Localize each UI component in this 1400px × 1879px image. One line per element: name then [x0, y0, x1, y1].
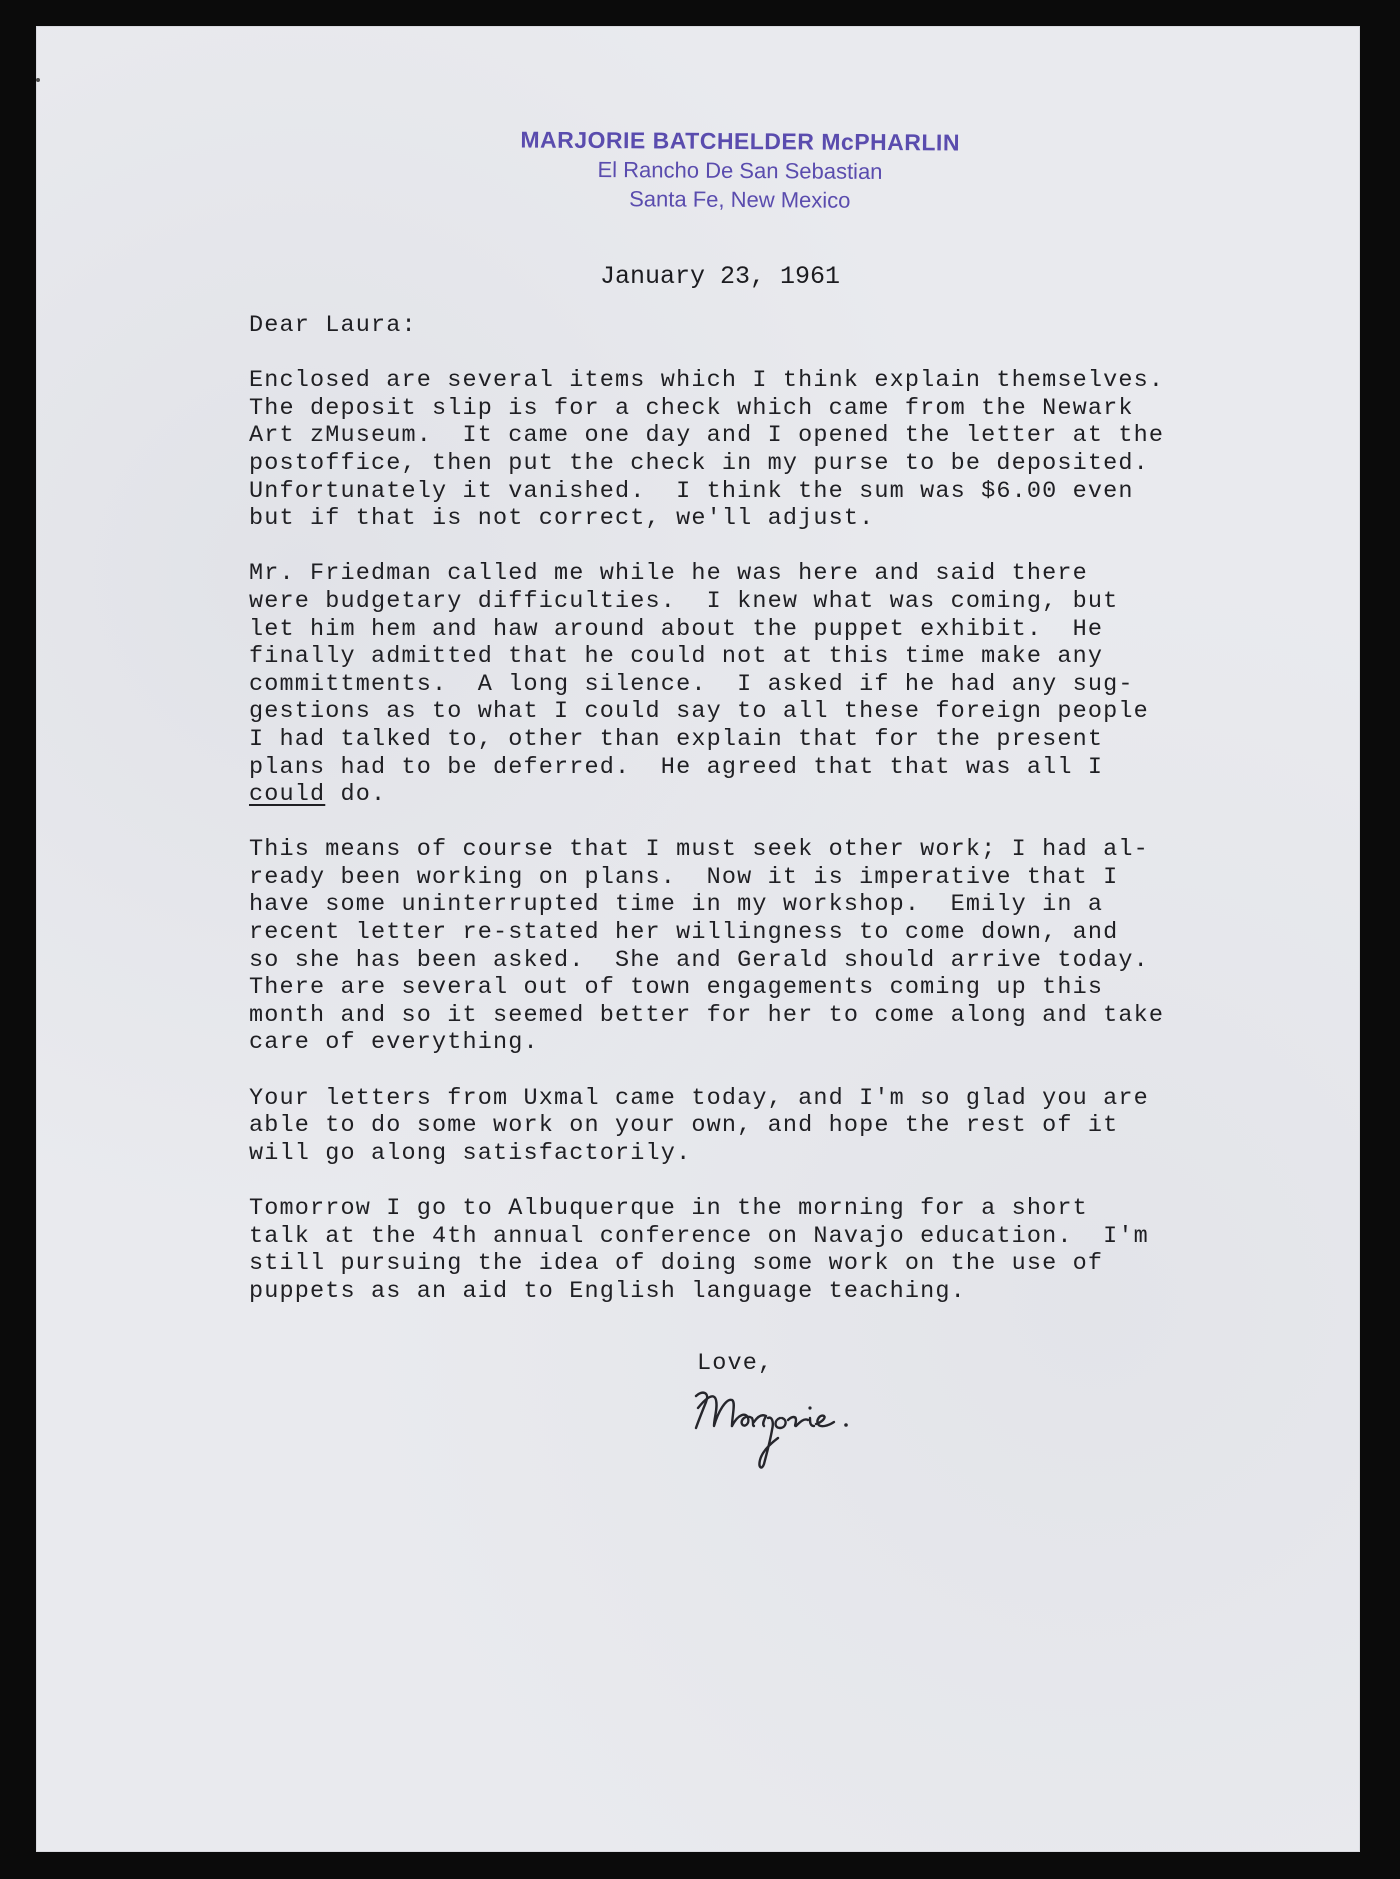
text-line: Tomorrow I go to Albuquerque in the morning for a short [249, 1195, 1088, 1222]
text-line: Enclosed are several items which I think explain themselves. [249, 367, 1165, 395]
closing: Love, [697, 1350, 774, 1377]
text-line: able to do some work on your own, and hope the rest of it [249, 1112, 1119, 1140]
text-line: let him hem and haw around about the puppet exhibit. He [249, 615, 1104, 643]
text-line: Your letters from Uxmal came today, and I'm so glad you are [249, 1084, 1149, 1112]
paragraph-5 [249, 1195, 1259, 1305]
text-line: finally admitted that he could not at this time make any [249, 643, 1104, 671]
text-line: but if that is not correct, we'll adjust. [249, 505, 875, 533]
text-line: have some uninterrupted time in my workshop. Emily in a [249, 891, 1104, 919]
text-line: care of everything. [249, 1029, 539, 1057]
paragraph-1 [249, 367, 1259, 533]
letter-date: January 23, 1961 [600, 262, 841, 291]
text-line: were budgetary difficulties. I knew what was coming, but [249, 587, 1119, 615]
text-line: month and so it seemed better for her to come along and take [249, 1001, 1165, 1029]
paragraph-4 [249, 1085, 1259, 1168]
handwritten-signature [688, 1378, 888, 1478]
paper-speck [36, 78, 40, 82]
text-line: This means of course that I must seek other work; I had al- [249, 836, 1149, 864]
letterhead-name: MARJORIE BATCHELDER McPHARLIN [520, 126, 961, 156]
paragraph-3 [249, 836, 1259, 1057]
letterhead-stamp [40, 121, 1400, 219]
text-line: puppets as an aid to English language teaching. [249, 1277, 966, 1305]
text-line: Mr. Friedman called me while he was here and said there [249, 560, 1088, 588]
text-line: ready been working on plans. Now it is imperative that I [249, 863, 1119, 891]
salutation: Dear Laura: [249, 312, 417, 339]
letter-body [249, 312, 1259, 1333]
letterhead-address-line-2: Santa Fe, New Mexico [629, 186, 851, 213]
text-line: I had talked to, other than explain that for the present [249, 725, 1104, 753]
text-line: Art zMuseum. It came one day and I opened the letter at the [249, 422, 1165, 450]
text-line: plans had to be deferred. He agreed that that was all I [249, 753, 1104, 781]
text-line: still pursuing the idea of doing some work on the use of [249, 1250, 1104, 1278]
paragraph-2 [249, 560, 1259, 808]
underlined-word: could [249, 781, 326, 809]
text-line: gestions as to what I could say to all these foreign people [249, 698, 1149, 726]
text-line: will go along satisfactorily. [249, 1139, 692, 1167]
text-fragment: do. [325, 781, 387, 809]
text-line: There are several out of town engagements coming up this [249, 974, 1104, 1002]
text-line: The deposit slip is for a check which came from the Newark [249, 394, 1134, 422]
text-line: committments. A long silence. I asked if he had any sug- [249, 670, 1134, 698]
letterhead-address-line-1: El Rancho De San Sebastian [597, 157, 883, 184]
text-line [249, 781, 1259, 809]
text-line: talk at the 4th annual conference on Navajo education. I'm [249, 1222, 1149, 1250]
text-line: postoffice, then put the check in my purse to be deposited. [249, 449, 1149, 477]
text-line: so she has been asked. She and Gerald should arrive today. [249, 946, 1149, 974]
text-line: Unfortunately it vanished. I think the sum was $6.00 even [249, 477, 1134, 505]
text-line: recent letter re-stated her willingness to come down, and [249, 919, 1119, 947]
